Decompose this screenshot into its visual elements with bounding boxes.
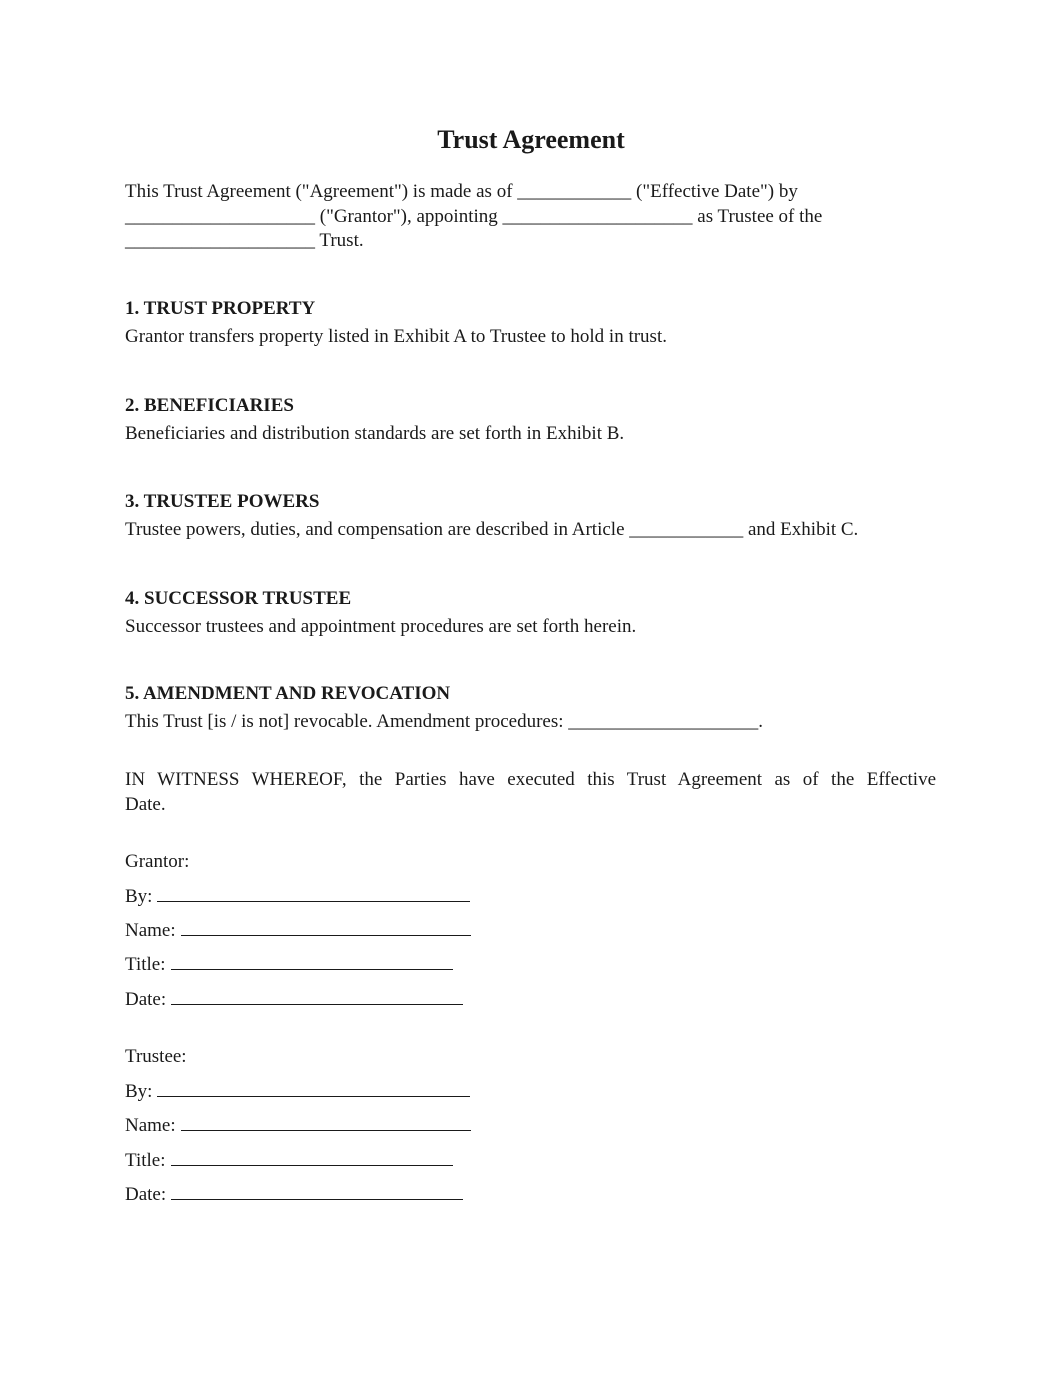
trustee-title-line[interactable]: [171, 1151, 453, 1166]
signature-field-label: Date:: [125, 989, 167, 1010]
intro-line: This Trust Agreement ("Agreement") is made as of ____________ ("Effective Date") by: [125, 181, 798, 202]
grantor-label: Grantor:: [125, 851, 190, 872]
signature-field-label: Title:: [125, 1150, 166, 1171]
signature-field-label: Title:: [125, 954, 166, 975]
signature-field-label: Name:: [125, 1115, 176, 1136]
intro-paragraph: [125, 180, 905, 254]
signature-field-label: Name:: [125, 920, 176, 941]
trustee-name-row: [125, 1114, 471, 1138]
grantor-by-row: [125, 885, 470, 909]
intro-line: ____________________ ("Grantor"), appointing ____________________ as Trustee of the: [125, 205, 823, 227]
section-body-trust-property: Grantor transfers property listed in Exhibit A to Trustee to hold in trust.: [125, 326, 667, 347]
grantor-name-line[interactable]: [181, 921, 471, 936]
trustee-by-row: [125, 1080, 470, 1104]
section-heading-successor-trustee: 4. SUCCESSOR TRUSTEE: [125, 588, 352, 609]
grantor-date-row: [125, 988, 463, 1012]
grantor-by-line[interactable]: [157, 887, 470, 902]
trustee-date-line[interactable]: [171, 1185, 463, 1200]
signature-field-label: By:: [125, 1081, 153, 1102]
witness-line: IN WITNESS WHEREOF, the Parties have executed this Trust Agreement as of the Effective: [125, 769, 936, 790]
signature-field-label: Date:: [125, 1184, 167, 1205]
document-title: Trust Agreement: [437, 125, 625, 154]
grantor-title-line[interactable]: [171, 955, 453, 970]
trustee-title-row: [125, 1149, 453, 1173]
section-heading-trustee-powers: 3. TRUSTEE POWERS: [125, 491, 320, 512]
section-heading-trust-property: 1. TRUST PROPERTY: [125, 298, 316, 319]
trustee-date-row: [125, 1183, 463, 1207]
trustee-label: Trustee:: [125, 1046, 187, 1067]
grantor-date-line[interactable]: [171, 990, 463, 1005]
grantor-title-row: [125, 953, 453, 977]
intro-line: ____________________ Trust.: [125, 230, 364, 251]
trustee-name-line[interactable]: [181, 1116, 471, 1131]
section-body-beneficiaries: Beneficiaries and distribution standards are set forth in Exhibit B.: [125, 423, 625, 444]
section-body-successor-trustee: Successor trustees and appointment procedures are set forth herein.: [125, 616, 637, 637]
section-body-trustee-powers: Trustee powers, duties, and compensation are described in Article ____________ and Exhibit C.: [125, 519, 859, 540]
section-body-amendment-revocation: This Trust [is / is not] revocable. Amendment procedures: ____________________.: [125, 711, 764, 732]
witness-line: Date.: [125, 793, 166, 815]
section-heading-beneficiaries: 2. BENEFICIARIES: [125, 395, 294, 416]
section-heading-amendment-revocation: 5. AMENDMENT AND REVOCATION: [125, 683, 451, 704]
trustee-by-line[interactable]: [157, 1082, 470, 1097]
signature-field-label: By:: [125, 886, 153, 907]
witness-clause: [125, 768, 936, 817]
grantor-name-row: [125, 919, 471, 943]
